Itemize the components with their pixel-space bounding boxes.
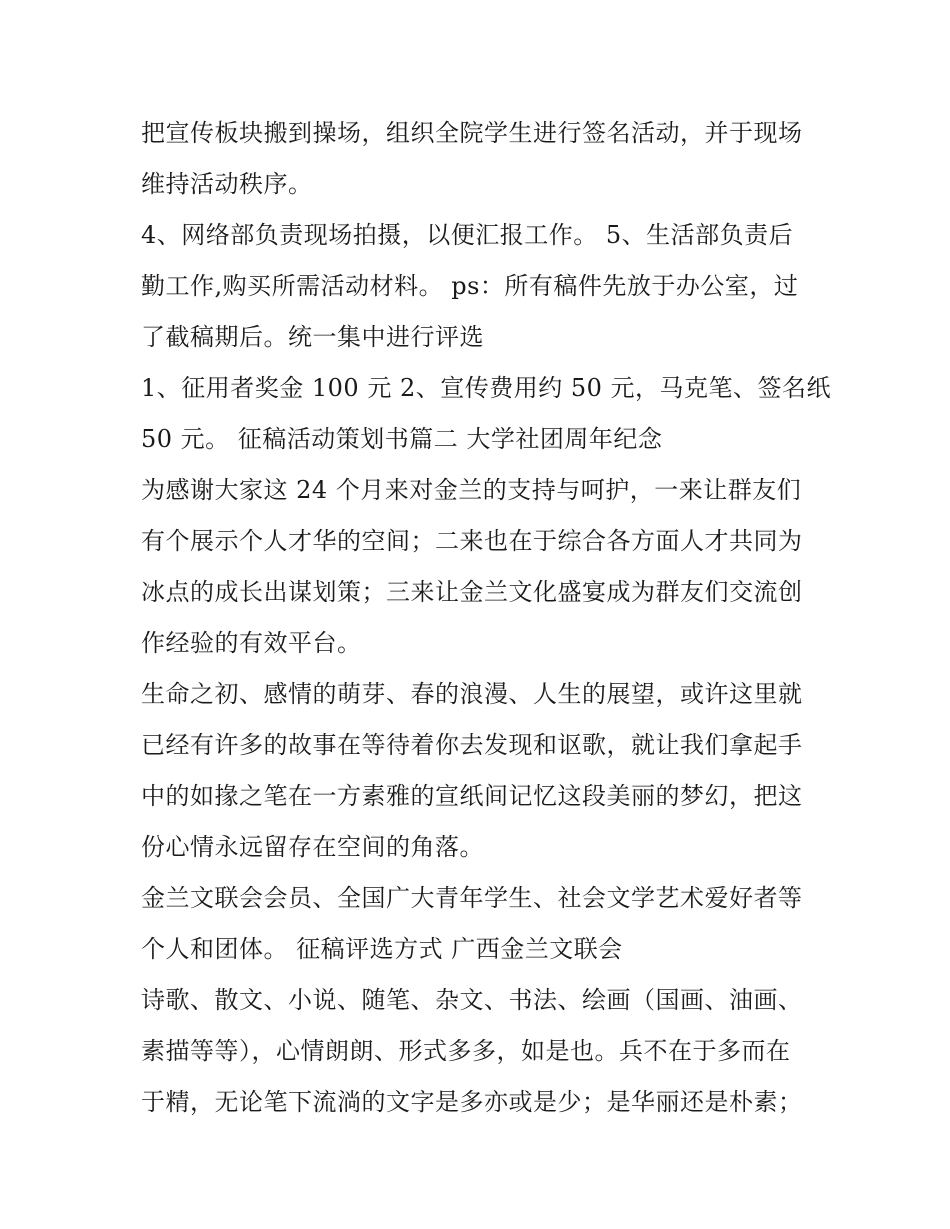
text-line: 勤工作,购买所需活动材料。 ps：所有稿件先放于办公室，过 (141, 272, 799, 300)
text-line: 冰点的成长出谋划策；三来让金兰文化盛宴成为群友们交流创 (141, 578, 803, 606)
text-line: 1、征用者奖金 100 元 2、宣传费用约 50 元，马克笔、签名纸 (141, 374, 832, 402)
text-line: 为感谢大家这 24 个月来对金兰的支持与呵护，一来让群友们 (141, 476, 802, 504)
text-line: 金兰文联会会员、全国广大青年学生、社会文学艺术爱好者等 (141, 884, 803, 912)
text-line: 个人和团体。 征稿评选方式 广西金兰文联会 (141, 935, 623, 963)
document-body (141, 108, 832, 1128)
text-line: 中的如掾之笔在一方素雅的宣纸间记忆这段美丽的梦幻，把这 (141, 782, 803, 810)
text-line: 生命之初、感情的萌芽、春的浪漫、人生的展望，或许这里就 (141, 680, 803, 708)
text-line: 素描等等），心情朗朗、形式多多，如是也。兵不在于多而在 (141, 1037, 791, 1065)
text-line: 4、网络部负责现场拍摄，以便汇报工作。 5、生活部负责后 (141, 221, 794, 249)
text-line: 份心情永远留存在空间的角落。 (141, 833, 484, 861)
text-line: 50 元。 征稿活动策划书篇二 大学社团周年纪念 (141, 425, 663, 453)
text-line: 维持活动秩序。 (141, 170, 313, 198)
text-line: 作经验的有效平台。 (141, 629, 362, 657)
text-line: 把宣传板块搬到操场，组织全院学生进行签名活动，并于现场 (141, 119, 803, 147)
text-line: 诗歌、散文、小说、随笔、杂文、书法、绘画（国画、油画、 (141, 986, 803, 1014)
text-line: 有个展示个人才华的空间；二来也在于综合各方面人才共同为 (141, 527, 803, 555)
text-line: 已经有许多的故事在等待着你去发现和讴歌，就让我们拿起手 (141, 731, 803, 759)
text-line: 了截稿期后。统一集中进行评选 (141, 323, 484, 351)
text-line: 于精，无论笔下流淌的文字是多亦或是少；是华丽还是朴素； (141, 1088, 803, 1116)
